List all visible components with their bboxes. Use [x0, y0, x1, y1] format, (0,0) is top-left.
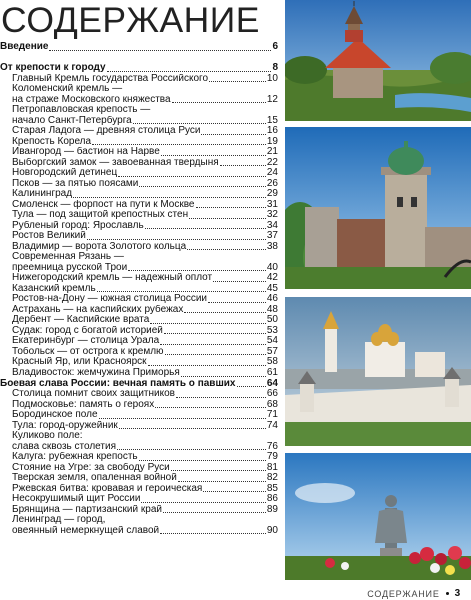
- toc-dot-leader: [160, 344, 266, 345]
- toc-entry-title: Куликово поле:: [12, 431, 83, 442]
- toc-page-number: 46: [266, 294, 278, 305]
- toc-page-number: 22: [266, 157, 278, 168]
- toc-dot-leader: [119, 428, 266, 429]
- toc-page-number: 26: [266, 178, 278, 189]
- toc-entry: [0, 284, 278, 295]
- toc-entry: [0, 126, 278, 137]
- toc-dot-leader: [145, 228, 266, 229]
- toc-entry: [0, 294, 278, 305]
- toc-entry-title: Ивангород — бастион на Нарве: [12, 147, 160, 158]
- toc-page-number: 81: [266, 462, 278, 473]
- toc-page-number: 31: [266, 199, 278, 210]
- toc-dot-leader: [139, 186, 266, 187]
- toc-entry: [0, 189, 278, 200]
- toc-entry: [0, 231, 278, 242]
- toc-page-number: 12: [266, 94, 278, 105]
- toc-dot-leader: [107, 71, 272, 72]
- toc-dot-leader: [133, 123, 266, 124]
- toc-entry: [0, 526, 278, 537]
- toc-page-number: 90: [266, 525, 278, 536]
- footer-dot: [446, 592, 449, 595]
- toc-dot-leader: [150, 323, 266, 324]
- toc-page-number: 37: [266, 231, 278, 242]
- footer-label: СОДЕРЖАНИЕ: [367, 588, 440, 599]
- toc-entry-title: Калуга: рубежная крепость: [12, 452, 138, 463]
- toc-entry-title: овеянный немеркнущей славой: [12, 525, 160, 536]
- toc-entry: [0, 200, 278, 211]
- toc-dot-leader: [87, 239, 266, 240]
- toc-section: [0, 379, 278, 390]
- toc-dot-leader: [208, 302, 266, 303]
- toc-entry-title: Введение: [0, 42, 49, 52]
- toc-page-number: 68: [266, 399, 278, 410]
- toc-page-number: 58: [266, 357, 278, 368]
- toc-page-number: 38: [266, 241, 278, 252]
- toc-entry: [0, 315, 278, 326]
- toc-page-number: 89: [266, 504, 278, 515]
- toc-entry: [0, 168, 278, 179]
- toc-entry-title: Тобольск — от острога к кремлю: [12, 346, 164, 357]
- toc-section: [0, 42, 278, 53]
- toc-entry: [0, 515, 278, 526]
- toc-dot-leader: [128, 270, 266, 271]
- toc-entry-title: Новгородский детинец: [12, 168, 118, 179]
- toc-dot-leader: [164, 333, 266, 334]
- toc-page-number: 6: [272, 42, 278, 52]
- toc-entry-title: Ростов-на-Дону — южная столица России: [12, 294, 208, 305]
- toc-entry-title: Екатеринбург — столица Урала: [12, 336, 160, 347]
- toc-entry-title: Ленинград — город,: [12, 515, 106, 526]
- toc-entry: [0, 410, 278, 421]
- toc-entry: [0, 368, 278, 379]
- toc-entry: [0, 494, 278, 505]
- toc-dot-leader: [176, 397, 266, 398]
- toc-entry-title: Тула — под защитой крепостных стен: [12, 210, 189, 221]
- toc-spacer: [0, 53, 278, 64]
- toc-page-number: 71: [266, 410, 278, 421]
- toc-entry-title: преемница русской Трои: [12, 262, 128, 273]
- toc-dot-leader: [160, 533, 266, 534]
- toc-entry: [0, 273, 278, 284]
- toc-entry-title: Дербент — Каспийские врата: [12, 315, 150, 326]
- toc-entry-title: Современная Рязань —: [12, 252, 124, 263]
- toc-dot-leader: [141, 502, 265, 503]
- toc-dot-leader: [118, 176, 266, 177]
- toc-entry: [0, 463, 278, 474]
- toc-page-number: 42: [266, 273, 278, 284]
- toc-entry-title: Тула: город-оружейник: [12, 420, 118, 431]
- toc-entry: [0, 179, 278, 190]
- toc-page-number: 32: [266, 210, 278, 221]
- toc-page-number: 45: [266, 283, 278, 294]
- toc-page-number: 19: [266, 136, 278, 147]
- toc-entry-title: Астрахань — на каспийских рубежах: [12, 304, 184, 315]
- toc-entry: [0, 400, 278, 411]
- toc-entry: [0, 389, 278, 400]
- toc-dot-leader: [99, 418, 266, 419]
- toc-entry-title: слава сквозь столетия: [12, 441, 116, 452]
- toc-entry: [0, 105, 278, 116]
- toc-entry: [0, 484, 278, 495]
- toc-dot-leader: [97, 291, 266, 292]
- toc-dot-leader: [172, 102, 266, 103]
- toc-page-number: 57: [266, 346, 278, 357]
- toc-page-number: 86: [266, 494, 278, 505]
- toc-dot-leader: [117, 449, 266, 450]
- toc-dot-leader: [165, 354, 266, 355]
- toc-entry: [0, 158, 278, 169]
- toc-entry-title: Коломенский кремль —: [12, 84, 123, 95]
- toc-entry: [0, 431, 278, 442]
- toc-entry: [0, 442, 278, 453]
- toc-entry-title: Крепость Корела: [12, 136, 92, 147]
- toc-entry-title: Бородинское поле: [12, 410, 98, 421]
- toc-entry: [0, 116, 278, 127]
- toc-page-number: 40: [266, 262, 278, 273]
- toc-entry-title: Смоленск — форпост на пути к Москве: [12, 199, 195, 210]
- toc-entry-title: начало Санкт-Петербурга: [12, 115, 132, 126]
- toc-entry-title: Владимир — ворота Золотого кольца: [12, 241, 187, 252]
- toc-entry: [0, 221, 278, 232]
- toc-dot-leader: [163, 512, 266, 513]
- photo-memorial: [285, 453, 471, 580]
- toc-entry: [0, 357, 278, 368]
- toc-entry: [0, 473, 278, 484]
- toc-entry: [0, 305, 278, 316]
- toc-dot-leader: [139, 460, 266, 461]
- toc-page-number: 85: [266, 483, 278, 494]
- toc-dot-leader: [187, 249, 266, 250]
- toc-entry-title: Подмосковье: память о героях: [12, 399, 155, 410]
- toc-entry-title: Казанский кремль: [12, 283, 96, 294]
- toc-entry: [0, 263, 278, 274]
- toc-entry: [0, 210, 278, 221]
- photo-white-kremlin: [285, 297, 471, 446]
- toc-page-number: 76: [266, 441, 278, 452]
- toc-page-number: 10: [266, 73, 278, 84]
- toc-page-number: 16: [266, 126, 278, 137]
- toc-page-number: 34: [266, 220, 278, 231]
- toc-section: [0, 63, 278, 74]
- toc-entry-title: Ржевская битва: кровавая и героическая: [12, 483, 203, 494]
- toc-dot-leader: [178, 481, 266, 482]
- toc-entry: [0, 326, 278, 337]
- toc-dot-leader: [201, 134, 265, 135]
- toc-entry-title: От крепости к городу: [0, 63, 106, 74]
- toc-dot-leader: [184, 312, 266, 313]
- page-title: СОДЕРЖАНИЕ: [1, 0, 260, 40]
- toc-dot-leader: [148, 365, 266, 366]
- toc-page-number: 8: [272, 63, 278, 74]
- page-footer: [367, 588, 461, 599]
- toc-entry-title: Главный Кремль государства Российского: [12, 73, 209, 84]
- toc-entry: [0, 147, 278, 158]
- toc-entry-title: Псков — за пятью поясами: [12, 178, 139, 189]
- toc-entry-title: Нижегородский кремль — надежный оплот: [12, 273, 213, 284]
- toc-dot-leader: [209, 81, 266, 82]
- toc-entry-title: Красный Яр, или Красноярск: [12, 357, 147, 368]
- toc-dot-leader: [49, 50, 271, 51]
- photo-red-tower: [285, 0, 471, 121]
- toc-entry: [0, 74, 278, 85]
- toc-dot-leader: [155, 407, 266, 408]
- toc-dot-leader: [189, 218, 266, 219]
- toc-entry-title: Петропавловская крепость —: [12, 105, 151, 116]
- toc-entry: [0, 452, 278, 463]
- toc-entry: [0, 336, 278, 347]
- toc-dot-leader: [171, 470, 266, 471]
- table-of-contents: [0, 42, 278, 536]
- toc-dot-leader: [237, 386, 266, 387]
- toc-page-number: 74: [266, 420, 278, 431]
- toc-page-number: 53: [266, 325, 278, 336]
- toc-page-number: 61: [266, 367, 278, 378]
- toc-entry-title: Судак: город с богатой историей: [12, 325, 163, 336]
- toc-page-number: 82: [266, 473, 278, 484]
- toc-dot-leader: [92, 144, 266, 145]
- toc-page-number: 50: [266, 315, 278, 326]
- toc-entry: [0, 421, 278, 432]
- toc-page-number: 54: [266, 336, 278, 347]
- toc-page-number: 66: [266, 389, 278, 400]
- toc-entry-title: Выборгский замок — завоеванная твердыня: [12, 157, 219, 168]
- toc-page-number: 29: [266, 189, 278, 200]
- toc-page-number: 24: [266, 168, 278, 179]
- toc-dot-leader: [73, 197, 266, 198]
- photo-castle: [285, 127, 471, 289]
- toc-dot-leader: [213, 281, 266, 282]
- toc-page-number: 48: [266, 304, 278, 315]
- toc-page-number: 21: [266, 147, 278, 158]
- toc-entry-title: Рубленый город: Ярославль: [12, 220, 144, 231]
- toc-entry-title: Столица помнит своих защитников: [12, 389, 175, 400]
- toc-entry-title: Брянщина — партизанский край: [12, 504, 162, 515]
- page-number: 3: [454, 588, 461, 599]
- toc-entry: [0, 137, 278, 148]
- toc-dot-leader: [181, 376, 266, 377]
- toc-entry-title: Владивосток: жемчужина Приморья: [12, 367, 180, 378]
- toc-dot-leader: [196, 207, 266, 208]
- toc-entry-title: Боевая слава России: вечная память о павших: [0, 378, 236, 389]
- toc-dot-leader: [220, 165, 266, 166]
- toc-entry-title: Ростов Великий: [12, 231, 86, 242]
- toc-page-number: 15: [266, 115, 278, 126]
- toc-entry: [0, 505, 278, 516]
- toc-page-number: 79: [266, 452, 278, 463]
- toc-entry: [0, 95, 278, 106]
- toc-dot-leader: [161, 155, 266, 156]
- toc-entry-title: Несокрушимый щит России: [12, 494, 141, 505]
- toc-entry-title: Калининград: [12, 189, 73, 200]
- toc-entry: [0, 242, 278, 253]
- toc-entry-title: Стояние на Угре: за свободу Руси: [12, 462, 170, 473]
- toc-dot-leader: [203, 491, 266, 492]
- toc-entry-title: Старая Ладога — древняя столица Руси: [12, 126, 201, 137]
- toc-page-number: 64: [266, 378, 278, 389]
- toc-entry-title: Тверская земля, опаленная войной: [12, 473, 177, 484]
- toc-entry-title: на страже Московского княжества: [12, 94, 171, 105]
- toc-entry: [0, 252, 278, 263]
- toc-entry: [0, 84, 278, 95]
- toc-entry: [0, 347, 278, 358]
